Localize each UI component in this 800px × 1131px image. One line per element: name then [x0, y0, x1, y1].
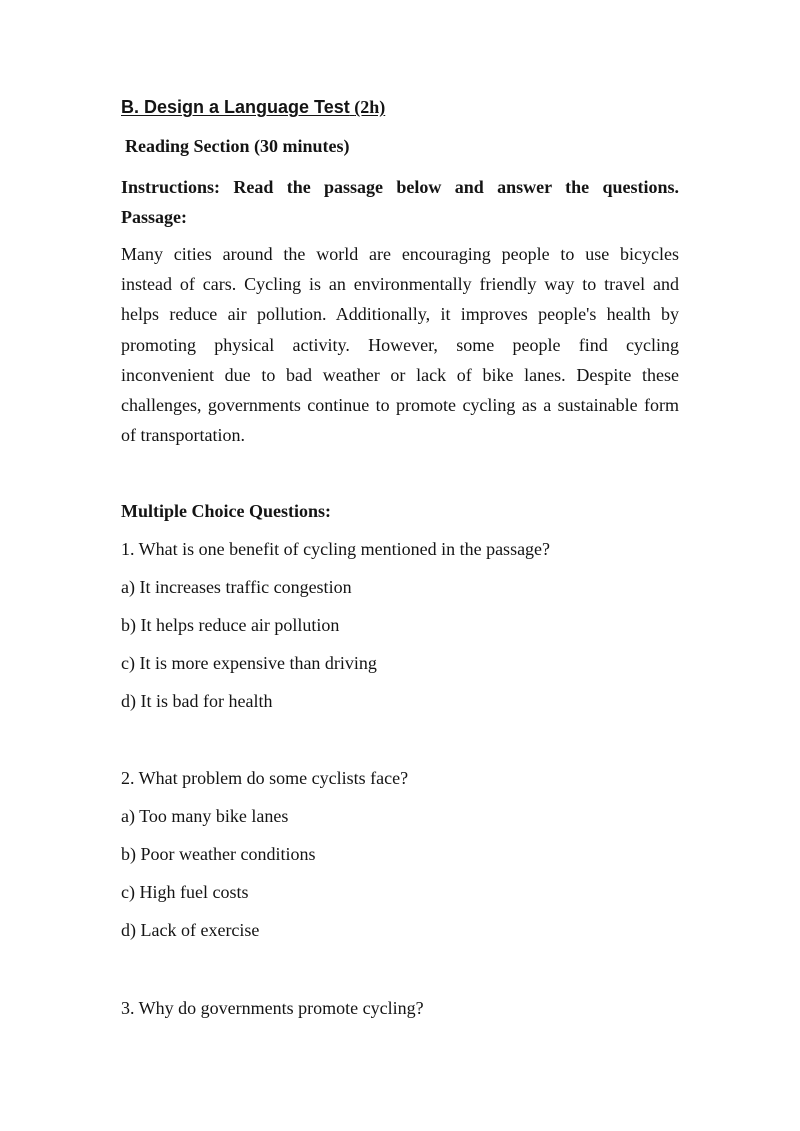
passage-line: of transportation. — [121, 425, 245, 446]
question-2-option-a: a) Too many bike lanes — [121, 806, 289, 826]
passage-line: challenges, governments continue to promote cycling as a sustainable form — [121, 394, 679, 415]
instructions-text: Instructions: Read the passage below and answer the questions. — [121, 177, 679, 197]
page-title — [121, 96, 385, 118]
passage-text — [121, 239, 679, 450]
passage-label: Passage: — [121, 207, 187, 228]
mcq-heading: Multiple Choice Questions: — [121, 501, 331, 521]
question-1-option-d: d) It is bad for health — [121, 691, 273, 711]
question-1: 1. What is one benefit of cycling mentioned in the passage? — [121, 539, 551, 559]
question-1-option-c: c) It is more expensive than driving — [121, 653, 377, 673]
question-2-option-b: b) Poor weather conditions — [121, 844, 316, 864]
question-1-option-b: b) It helps reduce air pollution — [121, 615, 340, 635]
question-2: 2. What problem do some cyclists face? — [121, 768, 409, 788]
passage-line: instead of cars. Cycling is an environmentally friendly way to travel and — [121, 274, 679, 295]
title-duration: (2h) — [354, 97, 386, 117]
passage-line: helps reduce air pollution. Additionally, it improves people's health by — [121, 304, 679, 325]
section-heading: Reading Section (30 minutes) — [125, 136, 350, 156]
passage-line: promoting physical activity. However, some people find cycling — [121, 334, 679, 355]
title-main: B. Design a Language Test — [121, 97, 350, 117]
question-2-option-c: c) High fuel costs — [121, 882, 249, 902]
question-1-option-a: a) It increases traffic congestion — [121, 577, 352, 597]
passage-line: inconvenient due to bad weather or lack of bike lanes. Despite these — [121, 364, 679, 385]
question-3: 3. Why do governments promote cycling? — [121, 998, 424, 1018]
instructions-block — [121, 172, 679, 232]
question-2-option-d: d) Lack of exercise — [121, 920, 260, 940]
passage-line: Many cities around the world are encouraging people to use bicycles — [121, 244, 679, 264]
